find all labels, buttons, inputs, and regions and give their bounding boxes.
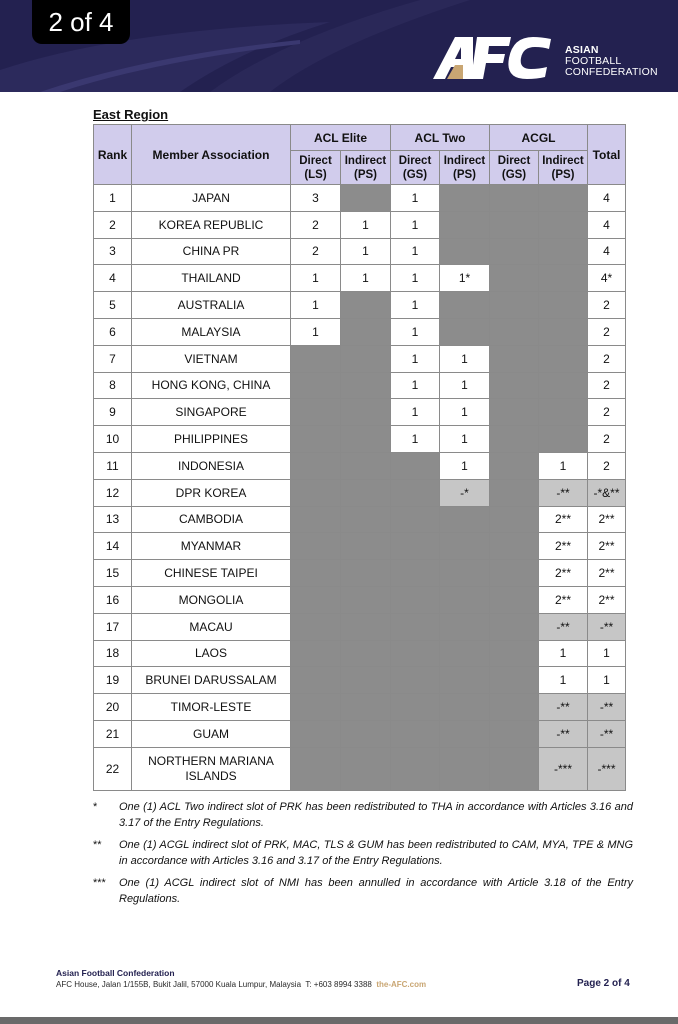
table-row xyxy=(94,560,626,587)
slot-cell xyxy=(291,399,341,426)
total-cell: 2** xyxy=(588,533,626,560)
slot-cell xyxy=(291,613,341,640)
slot-cell xyxy=(341,613,391,640)
member-cell: CAMBODIA xyxy=(132,506,291,533)
total-cell: 2** xyxy=(588,506,626,533)
member-cell: HONG KONG, CHINA xyxy=(132,372,291,399)
slot-cell xyxy=(391,479,440,506)
slot-cell xyxy=(391,720,440,747)
table-row xyxy=(94,720,626,747)
slot-cell xyxy=(440,640,490,667)
slot-cell xyxy=(391,533,440,560)
slot-cell xyxy=(291,747,341,790)
table-row xyxy=(94,238,626,265)
footnote: *** One (1) ACGL indirect slot of NMI has been annulled in accordance with Article 3.18 of the Entry Regulations. xyxy=(93,877,633,905)
page-header xyxy=(0,0,678,92)
slot-cell xyxy=(539,399,588,426)
header-member-association: Member Association xyxy=(132,125,291,185)
slot-cell: 1* xyxy=(440,265,490,292)
slot-cell xyxy=(391,506,440,533)
slot-cell xyxy=(490,238,539,265)
member-cell: JAPAN xyxy=(132,185,291,212)
slot-cell xyxy=(341,747,391,790)
member-cell: MYANMAR xyxy=(132,533,291,560)
slot-cell xyxy=(539,238,588,265)
slot-cell xyxy=(291,426,341,453)
rank-cell: 3 xyxy=(94,238,132,265)
slot-cell: 1 xyxy=(291,292,341,319)
slot-cell xyxy=(391,452,440,479)
rank-cell: 7 xyxy=(94,345,132,372)
subheader-elite-indirect: Indirect (PS) xyxy=(341,151,391,185)
page-counter-badge: 2 of 4 xyxy=(32,0,130,44)
slot-cell xyxy=(490,345,539,372)
slot-cell: 2** xyxy=(539,560,588,587)
member-cell: CHINA PR xyxy=(132,238,291,265)
slot-cell: -** xyxy=(539,613,588,640)
total-cell: 2 xyxy=(588,372,626,399)
total-cell: 1 xyxy=(588,667,626,694)
table-row xyxy=(94,345,626,372)
slot-cell xyxy=(391,586,440,613)
subheader-two-direct: Direct (GS) xyxy=(391,151,440,185)
slot-cell: 1 xyxy=(391,238,440,265)
slot-cell xyxy=(490,533,539,560)
footer-address: AFC House, Jalan 1/155B, Bukit Jalil, 57000 Kuala Lumpur, Malaysia xyxy=(56,980,302,989)
slot-cell xyxy=(341,720,391,747)
header-acl-two: ACL Two xyxy=(391,125,490,151)
total-cell: 2 xyxy=(588,345,626,372)
table-row xyxy=(94,747,626,790)
slot-cell xyxy=(440,613,490,640)
slot-cell: 1 xyxy=(539,452,588,479)
slot-cell: -*** xyxy=(539,747,588,790)
slot-cell xyxy=(440,694,490,721)
slot-cell xyxy=(490,667,539,694)
table-row xyxy=(94,694,626,721)
footnote: * One (1) ACL Two indirect slot of PRK has been redistributed to THA in accordance with Articles 3.16 and 3.17 of the Entry Regulations. xyxy=(93,801,633,829)
slot-cell: 1 xyxy=(341,265,391,292)
slot-cell: 2** xyxy=(539,506,588,533)
slot-cell: 1 xyxy=(539,640,588,667)
page-footer xyxy=(56,968,426,990)
footnotes xyxy=(93,800,633,914)
footer-contact xyxy=(56,979,426,990)
slot-cell xyxy=(539,265,588,292)
slot-cell xyxy=(490,452,539,479)
rank-cell: 11 xyxy=(94,452,132,479)
member-cell: GUAM xyxy=(132,720,291,747)
rank-cell: 18 xyxy=(94,640,132,667)
subheader-acgl-direct: Direct (GS) xyxy=(490,151,539,185)
total-cell: 4* xyxy=(588,265,626,292)
slot-cell xyxy=(440,211,490,238)
member-cell: NORTHERN MARIANA ISLANDS xyxy=(132,747,291,790)
slot-cell xyxy=(539,318,588,345)
slot-cell xyxy=(440,747,490,790)
total-cell: -** xyxy=(588,694,626,721)
slot-cell xyxy=(291,533,341,560)
slot-cell xyxy=(490,479,539,506)
slot-cell xyxy=(490,506,539,533)
total-cell: 1 xyxy=(588,640,626,667)
total-cell: 4 xyxy=(588,211,626,238)
total-cell: -** xyxy=(588,720,626,747)
slot-cell: 1 xyxy=(341,211,391,238)
total-cell: -*** xyxy=(588,747,626,790)
slot-cell xyxy=(391,667,440,694)
member-cell: MONGOLIA xyxy=(132,586,291,613)
rank-cell: 12 xyxy=(94,479,132,506)
total-cell: 2 xyxy=(588,426,626,453)
slot-cell xyxy=(539,292,588,319)
subheader-elite-direct: Direct (LS) xyxy=(291,151,341,185)
table-row xyxy=(94,667,626,694)
rank-cell: 9 xyxy=(94,399,132,426)
member-cell: VIETNAM xyxy=(132,345,291,372)
slot-cell xyxy=(539,211,588,238)
slot-cell xyxy=(341,586,391,613)
slot-cell xyxy=(341,479,391,506)
slot-cell xyxy=(341,506,391,533)
slot-cell xyxy=(391,613,440,640)
slot-cell: 2 xyxy=(291,238,341,265)
member-cell: THAILAND xyxy=(132,265,291,292)
rank-cell: 6 xyxy=(94,318,132,345)
slot-cell xyxy=(341,533,391,560)
slot-cell xyxy=(341,426,391,453)
slot-cell: 3 xyxy=(291,185,341,212)
slot-cell xyxy=(539,426,588,453)
member-cell: DPR KOREA xyxy=(132,479,291,506)
member-cell: TIMOR-LESTE xyxy=(132,694,291,721)
slot-cell xyxy=(391,694,440,721)
slot-cell xyxy=(490,372,539,399)
table-row xyxy=(94,640,626,667)
slot-cell xyxy=(391,560,440,587)
slot-cell xyxy=(341,640,391,667)
slot-cell xyxy=(490,720,539,747)
slot-cell xyxy=(490,613,539,640)
total-cell: -*&** xyxy=(588,479,626,506)
afc-wordmark: ASIAN FOOTBALL CONFEDERATION xyxy=(565,44,658,78)
total-cell: -** xyxy=(588,613,626,640)
slot-cell xyxy=(440,560,490,587)
slot-cell xyxy=(490,211,539,238)
slot-cell xyxy=(391,747,440,790)
slot-cell xyxy=(490,399,539,426)
slot-cell xyxy=(291,667,341,694)
member-cell: PHILIPPINES xyxy=(132,426,291,453)
rank-cell: 16 xyxy=(94,586,132,613)
slot-cell: 1 xyxy=(391,399,440,426)
slot-cell xyxy=(391,640,440,667)
slot-cell: 1 xyxy=(539,667,588,694)
total-cell: 2** xyxy=(588,586,626,613)
member-cell: SINGAPORE xyxy=(132,399,291,426)
table-row xyxy=(94,452,626,479)
slot-cell: 1 xyxy=(391,265,440,292)
slot-cell: 1 xyxy=(391,318,440,345)
rank-cell: 19 xyxy=(94,667,132,694)
slot-cell xyxy=(490,426,539,453)
table-row xyxy=(94,399,626,426)
member-cell: AUSTRALIA xyxy=(132,292,291,319)
table-row xyxy=(94,479,626,506)
slot-cell xyxy=(539,372,588,399)
table-row xyxy=(94,211,626,238)
slot-cell xyxy=(490,694,539,721)
slot-cell xyxy=(440,667,490,694)
slot-cell: -** xyxy=(539,694,588,721)
total-cell: 2** xyxy=(588,560,626,587)
footer-website-link[interactable]: the-AFC.com xyxy=(376,980,427,989)
slot-cell xyxy=(291,452,341,479)
slot-cell xyxy=(490,292,539,319)
member-cell: MALAYSIA xyxy=(132,318,291,345)
slot-cell: 1 xyxy=(391,426,440,453)
slot-cell xyxy=(341,292,391,319)
rank-cell: 13 xyxy=(94,506,132,533)
rank-cell: 17 xyxy=(94,613,132,640)
rank-cell: 14 xyxy=(94,533,132,560)
slot-cell xyxy=(341,318,391,345)
total-cell: 2 xyxy=(588,452,626,479)
rank-cell: 2 xyxy=(94,211,132,238)
member-cell: INDONESIA xyxy=(132,452,291,479)
slot-cell xyxy=(490,185,539,212)
slot-cell xyxy=(440,238,490,265)
slot-cell xyxy=(539,185,588,212)
rank-cell: 21 xyxy=(94,720,132,747)
total-cell: 2 xyxy=(588,399,626,426)
table-row xyxy=(94,613,626,640)
slot-cell xyxy=(440,586,490,613)
slot-cell xyxy=(291,372,341,399)
slot-cell: 2 xyxy=(291,211,341,238)
header-acl-elite: ACL Elite xyxy=(291,125,391,151)
table-row xyxy=(94,292,626,319)
table-row xyxy=(94,426,626,453)
slot-cell xyxy=(341,399,391,426)
slot-cell xyxy=(291,694,341,721)
slot-cell: 1 xyxy=(291,265,341,292)
slot-cell xyxy=(490,586,539,613)
slot-cell xyxy=(291,479,341,506)
slot-cell xyxy=(291,720,341,747)
slot-cell: 1 xyxy=(291,318,341,345)
slot-cell xyxy=(440,185,490,212)
slot-cell: -* xyxy=(440,479,490,506)
member-cell: CHINESE TAIPEI xyxy=(132,560,291,587)
slot-cell: 1 xyxy=(391,292,440,319)
slot-cell: 1 xyxy=(440,399,490,426)
slot-cell xyxy=(490,318,539,345)
slot-cell: 1 xyxy=(440,372,490,399)
member-cell: MACAU xyxy=(132,613,291,640)
slot-cell xyxy=(440,720,490,747)
slot-cell xyxy=(341,185,391,212)
member-cell: KOREA REPUBLIC xyxy=(132,211,291,238)
slot-cell xyxy=(291,586,341,613)
table-row xyxy=(94,586,626,613)
subheader-two-indirect: Indirect (PS) xyxy=(440,151,490,185)
rank-cell: 8 xyxy=(94,372,132,399)
footnote: ** One (1) ACGL indirect slot of PRK, MAC, TLS & GUM has been redistributed to CAM, MYA, TPE & MNG in accordance with Articles 3.16 and 3.17 of the Entry Regulations. xyxy=(93,839,633,867)
slot-allocation-table xyxy=(93,124,626,791)
rank-cell: 22 xyxy=(94,747,132,790)
total-cell: 2 xyxy=(588,318,626,345)
slot-cell: 1 xyxy=(440,426,490,453)
header-rank: Rank xyxy=(94,125,132,185)
slot-cell: 1 xyxy=(341,238,391,265)
slot-cell xyxy=(291,506,341,533)
slot-cell xyxy=(440,292,490,319)
rank-cell: 1 xyxy=(94,185,132,212)
slot-cell xyxy=(291,640,341,667)
slot-cell xyxy=(490,265,539,292)
slot-cell xyxy=(341,560,391,587)
bottom-bar xyxy=(0,1017,678,1024)
slot-cell xyxy=(341,667,391,694)
header-acgl: ACGL xyxy=(490,125,588,151)
footer-org-name: Asian Football Confederation xyxy=(56,968,175,978)
slot-cell: 2** xyxy=(539,533,588,560)
table-row xyxy=(94,265,626,292)
slot-cell xyxy=(440,318,490,345)
slot-cell: 1 xyxy=(391,211,440,238)
rank-cell: 5 xyxy=(94,292,132,319)
table-row xyxy=(94,372,626,399)
slot-cell xyxy=(490,560,539,587)
total-cell: 4 xyxy=(588,238,626,265)
table-row xyxy=(94,185,626,212)
member-cell: BRUNEI DARUSSALAM xyxy=(132,667,291,694)
table-row xyxy=(94,318,626,345)
rank-cell: 15 xyxy=(94,560,132,587)
header-total: Total xyxy=(588,125,626,185)
rank-cell: 10 xyxy=(94,426,132,453)
rank-cell: 20 xyxy=(94,694,132,721)
slot-cell: -** xyxy=(539,479,588,506)
rank-cell: 4 xyxy=(94,265,132,292)
slot-cell xyxy=(490,640,539,667)
total-cell: 2 xyxy=(588,292,626,319)
slot-cell: 1 xyxy=(391,345,440,372)
slot-cell: -** xyxy=(539,720,588,747)
table-row xyxy=(94,506,626,533)
slot-cell: 2** xyxy=(539,586,588,613)
slot-cell xyxy=(341,345,391,372)
footer-phone: T: +603 8994 3388 xyxy=(305,980,372,989)
slot-cell: 1 xyxy=(440,452,490,479)
subheader-acgl-indirect: Indirect (PS) xyxy=(539,151,588,185)
afc-logo xyxy=(433,37,551,79)
table-row xyxy=(94,533,626,560)
slot-cell xyxy=(440,533,490,560)
region-title: East Region xyxy=(93,107,169,122)
member-cell: LAOS xyxy=(132,640,291,667)
slot-cell xyxy=(490,747,539,790)
slot-cell xyxy=(440,506,490,533)
total-cell: 4 xyxy=(588,185,626,212)
slot-cell xyxy=(291,560,341,587)
slot-cell xyxy=(341,694,391,721)
slot-cell xyxy=(291,345,341,372)
slot-cell: 1 xyxy=(440,345,490,372)
slot-cell: 1 xyxy=(391,185,440,212)
slot-cell xyxy=(341,452,391,479)
slot-cell xyxy=(539,345,588,372)
page-number: Page 2 of 4 xyxy=(577,978,630,989)
slot-cell xyxy=(341,372,391,399)
slot-cell: 1 xyxy=(391,372,440,399)
